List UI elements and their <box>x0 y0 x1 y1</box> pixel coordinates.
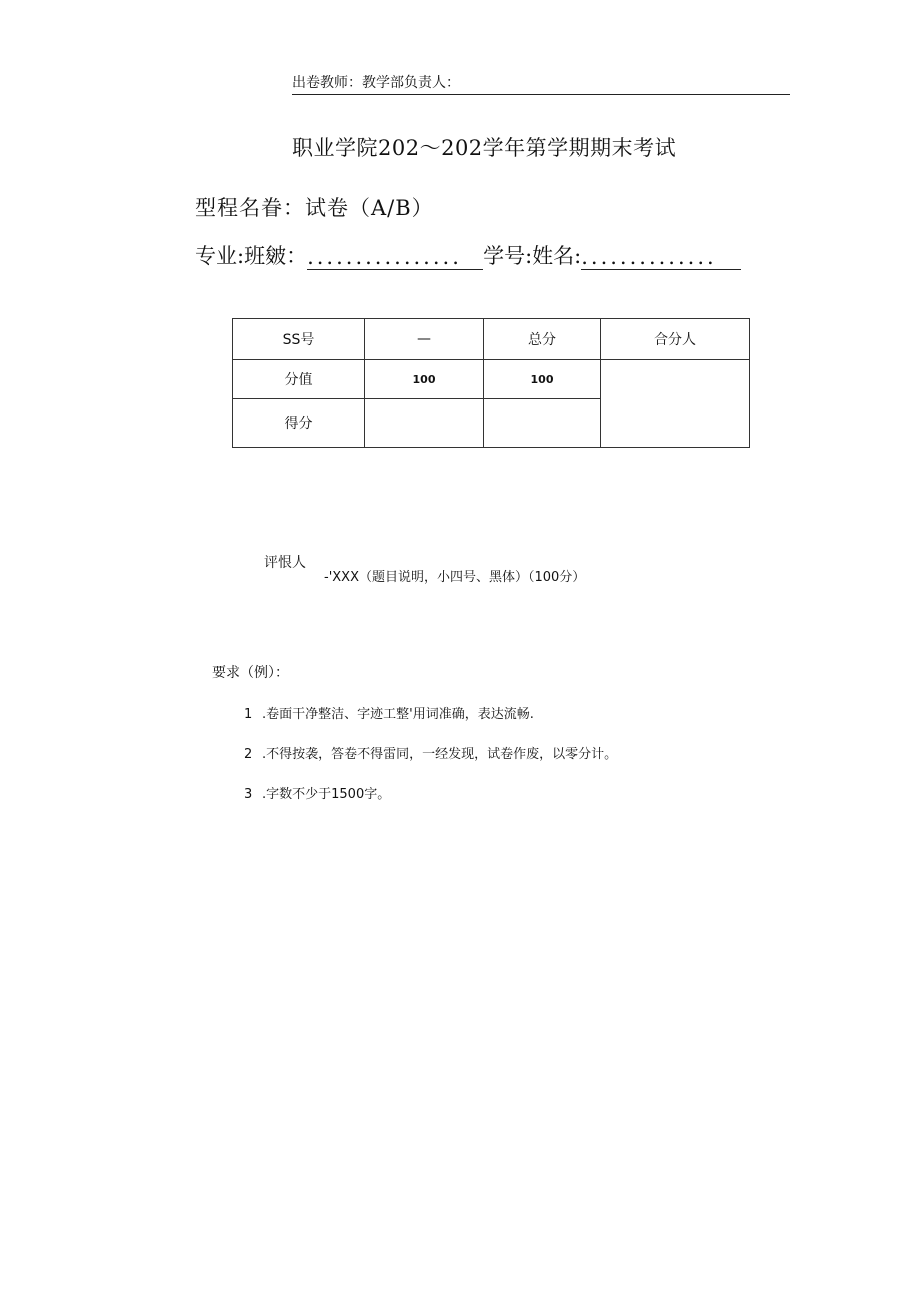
score-cell-total[interactable] <box>484 399 601 448</box>
checker-cell[interactable] <box>601 360 750 448</box>
row-label-value: 分值 <box>233 360 365 399</box>
table-row <box>233 319 750 360</box>
header-total: 总分 <box>484 319 601 360</box>
major-class-label: 专业:班皴： <box>195 244 308 268</box>
header-teacher-line: 出卷教师：教学部负责人： <box>292 72 790 95</box>
grader-label: 评恨人 <box>264 555 306 571</box>
requirement-number: 2 <box>244 747 253 762</box>
header-section-one: — <box>365 319 484 360</box>
value-cell-total: 100 <box>484 360 601 399</box>
course-name-line: 型程名眷：试卷（A/B） <box>195 196 434 220</box>
requirements-title: 要求（例）： <box>212 665 289 681</box>
requirement-text: .卷面干净整洁、字迹工整'用词准确，表达流畅. <box>262 707 534 722</box>
score-cell-section-one[interactable] <box>365 399 484 448</box>
header-question-no: SS号 <box>233 319 365 360</box>
student-name-blank[interactable]: .............. <box>581 245 741 270</box>
score-table <box>232 318 750 448</box>
requirement-item <box>244 783 390 802</box>
section-title: -'XXX（题目说明，小四号、黑体）（100分） <box>324 570 586 585</box>
table-row <box>233 360 750 399</box>
header-checker: 合分人 <box>601 319 750 360</box>
row-label-score: 得分 <box>233 399 365 448</box>
requirement-number: 1 <box>244 707 253 722</box>
student-no-name-label: 学号:姓名: <box>483 244 582 268</box>
requirement-item <box>244 703 534 722</box>
requirement-number: 3 <box>244 787 253 802</box>
major-class-blank[interactable]: ................ <box>307 245 483 270</box>
requirement-text: .不得按袭，答卷不得雷同，一经发现，试卷作废，以零分计。 <box>262 747 618 762</box>
requirement-item <box>244 743 617 762</box>
requirement-text: .字数不少于1500字。 <box>262 787 391 802</box>
student-info-line <box>195 240 741 270</box>
exam-title: 职业学院202～202学年第学期期末考试 <box>292 136 677 160</box>
value-cell-section-one: 100 <box>365 360 484 399</box>
